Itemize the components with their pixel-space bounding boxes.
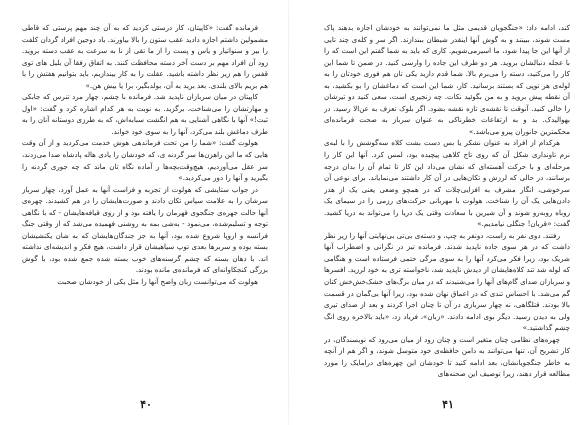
right-paragraph-3: رفتند. دوی نفر به راست، دونفر به چپ، و دسته‌ی بی‌تی بی‌نهایتی آنها را زیر نظر داشت که در هر سوی جاده ناپدید شدند. فرمانده تیز در نگرانی و اضطراب آنها شریک بود، زیرا فکر می‌کرد آنها را به سوی مرگی حتمی فرستاده است و هنگامی که لوله شد تند کلاه‌هایشان از دیدش ناپدید شد، ناخواسته تری به خود لرزید. افسرها و سربازان صدای گام‌های آنها را می‌شنیدند که در میان برگ‌های خشک‌خش‌خش کنان گم می‌شد. با احساس تندی که در اعماق نهان شده بود، زیرا آنها بی‌گمان در قسمت بالا بودند. قتلگاهی، نه چهار سربازی در آن تا چنان اجرا کردند و بعد از صدای تیری ولی به دیدن رسید. دیگر بوی ادامه دادند. «زبان»، فریاد زد، «باید بالاخره روی انگ چشم گذاشتید.» — [324, 230, 570, 333]
book-gutter — [288, 0, 289, 425]
right-page-number: ۴۱ — [442, 398, 454, 411]
right-paragraph-1: کند، ادامه داد: «جنگجویان قدیمی مثل ما نمی‌توانند به خودشان اجازه بدهند پاک مست شوند، ببینند و به گوش آنها اینقدر شیطان ببندازند. اگر سر و کله‌ی چند تایی از آنها این جا پیدا شود، ما اسیرمی‌شویم. کاری که باید به شما گفتم این است که را با عجله دنبالشان بروید. هر دو طرف این جاده را وارسی کنید. در ضمن تا شما این کار را می‌کنید، دسته را می‌برم بالا. شما قدم دارید یکی تان هم فوری خودتان را به لوله‌ی هر توپی که بستند برسانید. کار، شما این است که دماغشان را بو بکشید، به آن نقطه پیش بروید و به من بگوئید نکات. چه زنجیری است، سعی کنید دو تیرشان را خالی کنید. آنوقت تا نقشه‌ی تازه نقشه بشود. اگر بلوک تعرف به عن‌الا رسید. در بهوالیدک. بد و به ارتفاعات خطرناکی به عنوان سرباز به صحت فرمانده‌ای محکمترین جانوران پیرو می‌باشد.» — [324, 23, 570, 136]
right-paragraph-4: چهره‌های نظامی چنان متغیر است و چنان زود از میان می‌رود که نویسندگان، در کار تشریح آن، تنها می‌توانند به دامن حافظه‌ی خود متوسل شوند، و اگر هم از آنچه به خاطر جنگجویانشان، بعد ادامه کنید تا خودشان این چهره‌های درامایک را مورد مطالعه قرار دهند، زیرا توصیف این صحنه‌های — [324, 334, 570, 379]
right-paragraph-2: هرکدام از افراد به عنوان نشکر یا بس دست بشت کلاه سه‌گوشش را با لبه‌ی نرم تاونداری شکل آن که روی تاج کلاهی پیچیده بود، لمس کرد. آنها این کار را مرحله‌ای و با حرکت آهسته‌ای که نشان می‌داد این کار تا تمام آن را بدان درجه برسانند، در حالی که لرزش و تکان‌هایی در آن کار داشتند می‌نمایاند. برای نوعی آن سرخوشی، انگار مشرف به افزایی‌چلات که در همچو وضعی یعنی یک از هدر دادن‌‌هایی یک آن را شناخت. هولوت با مهربانی حرکت‌های رزمی را در سیمای یک روباه روبه‌رو شوند و آن شیرین با سعادت وقتی یک دریا را می‌تواند به دریا کشید. گفت: «قربان! جنگلی نیامدیم.» — [324, 138, 570, 229]
left-page-number: ۴۰ — [140, 398, 152, 411]
left-paragraph-1: فرمانده گفت: «کاپیتان، کار درستی کردید که به آن چند مهم پرستی که قاطی مشمولین داشتم اجازه دادید عقب ستون را بالا بیاورند. یاد دوجین افراد گردان کلفت را بیر و سنواتیار و یاس و پست را از ما تقی از نا به سرعت به عقب دسته بروید. زود آن افراد مهم بر دست آخر دسته محافظت کنند. به اتفاق رفقا آن بلیل های توی قفس را هم زیر نظر داشته باشید. عقلت را به کار بیندازیم، باید بتوانیم هفتش را با هم بریم بالای بلندی. بعد برید به آن، بولدبگیر، برا یا بیش هن.» — [22, 23, 268, 90]
left-paragraph-3: هولوت گفت: «شما را من تحت فرماندهی هوش خدمت می‌کردید و از آن وقت هایی که ما این راهزن‌ها سر گردنه ی، که خودشان را یادی هاله پادشاه صدا می‌زدند، سر عقل می‌آوردیم، هیچ‌وقت‌بچه‌ها ر آماده نگاه تان ماند که چه جوری گردنه را بگیرید و آنها را دور می‌کردید.» — [22, 138, 268, 183]
left-paragraph-4: در جواب ستایشی که هولوت از تجربه و فراست آنها به عمل آورد، چهار سرباز سرشان را به علامت سپاس تکان دادند و صورت‌هایشان را در هم کشیدند. چهره‌ی آنها حالت جهره‌ی جنگجوی قهرمان را یافته بود و از روی قیافه‌هایشان - که با نگاهی توجه و تسلیم‌شده، می‌نمود - به‌شی بمه به روشنی فهمیده می‌شد که از وقتی جنگ فرانسه و اروپا شروع شده بود، آنها به جز جندگان‌هایشان که به شان یکنشیشان بسته بوده و سربرها بعدی توپ سیا‌هیشان قرار داشت، هیچ فکر و اندیشه‌ای نداشته اند. با دهان بسته که چشم گرسنه‌های خوب بسته شده جمع شده بود، با گوش بزرگی کنجکاوانه‌ای که فرمانده‌ی مانده بودند. — [22, 184, 268, 275]
left-paragraph-2: کاپیتان در میان سربازان ناپدید شد. فرمانده با چشم، چهار مرد تنرس که جابکی و مهارتشان را می‌شناخت، برگزید. به نوبت به هر کدام اشاره کرد و گفت: «اول ثبت!» آنها با نگاهی آشنایی به هم انگشت سبابه‌اش، که به طرزی دوستانه آنان را به طرف دماغش بلند می‌کرد، آنها را به سوی خود خواند. — [22, 92, 268, 136]
left-paragraph-5: هولوت که می‌توانست زبان واضح آنها را مثل یکی از خودشان صحبت — [57, 277, 258, 287]
left-page-text — [22, 22, 268, 387]
right-page-text — [324, 22, 570, 387]
